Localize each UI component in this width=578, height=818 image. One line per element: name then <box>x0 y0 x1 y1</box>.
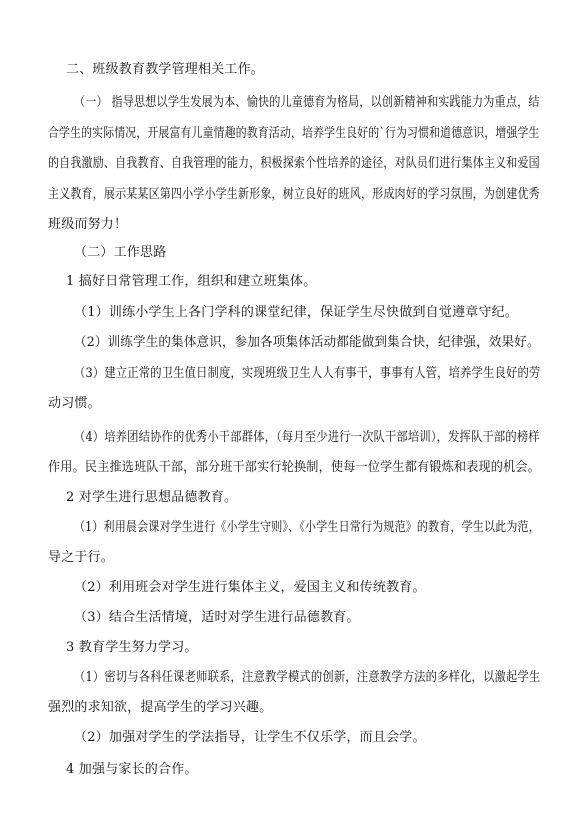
item1-p3-line: 动习惯。 <box>48 396 101 411</box>
item1-p2: （2）训练学生的集体意识，参加各项集体活动都能做到集合快，纪律强，效果好。 <box>74 335 540 350</box>
item3-p2: （2）加强对学生的学法指导，让学生不仅乐学，而且会学。 <box>74 730 426 745</box>
paragraph-line: 的自我激励、自我教育、自我管理的能力，积极探索个性培养的途径，对队员们进行集体主义和爱国 <box>48 156 540 171</box>
paragraph-line: （一） 指导思想以学生发展为本、愉快的儿童德育为格局，以创新精神和实践能力为重点，结 <box>74 95 540 110</box>
item2-p1-line: （1）利用晨会课对学生进行《小学生守则》、《小学生日常行为规范》的教育，学生以此为范， <box>74 520 540 535</box>
item2-p2: （2）利用班会对学生进行集体主义，爱国主义和传统教育。 <box>74 580 426 595</box>
item2-p3: （3）结合生活情境，适时对学生进行品德教育。 <box>74 610 360 625</box>
paragraph-line: 合学生的实际情况，开展富有儿童情趣的教育活动，培养学生良好的`行为习惯和道德意识，增强学生 <box>48 126 540 141</box>
item3-p1-line: （1）密切与各科任课老师联系，注意教学模式的创新，注意教学方法的多样化，以激起学生 <box>74 670 541 685</box>
item2-p1-line: 导之于行。 <box>48 550 115 565</box>
item2-heading: 2 对学生进行思想品德教育。 <box>66 490 238 505</box>
item1-p4-line: （4）培养团结协作的优秀小干部群体，（每月至少进行一次队干部培训），发挥队干部的榜样 <box>74 430 540 445</box>
item1-p3-line: （3）建立正常的卫生值日制度，实现班级卫生人人有事干，事事有人管，培养学生良好的劳 <box>74 366 541 381</box>
item1-p4-line: 作用。民主推选班队干部，部分班干部实行轮换制，使每一位学生都有锻炼和表现的机会。 <box>48 460 541 475</box>
item4-heading: 4 加强与家长的合作。 <box>66 762 198 777</box>
item1-heading: 1 搞好日常管理工作，组织和建立班集体。 <box>66 274 317 289</box>
section-heading: 二、班级教育教学管理相关工作。 <box>66 62 265 77</box>
work-ideas-heading: （二）工作思路 <box>74 245 167 260</box>
item1-p1: （1）训练小学生上各门学科的课堂纪律，保证学生尽快做到自觉遵章守纪。 <box>74 305 519 320</box>
paragraph-line: 班级而努力！ <box>48 217 128 232</box>
paragraph-line: 主义教育，展示某某区第四小学小学生新形象，树立良好的班风，形成肉好的学习氛围，为创建优秀 <box>48 187 540 202</box>
item3-heading: 3 教育学生努力学习。 <box>66 640 198 655</box>
item3-p1-line: 强烈的求知欲，提高学生的学习兴趣。 <box>48 700 273 715</box>
